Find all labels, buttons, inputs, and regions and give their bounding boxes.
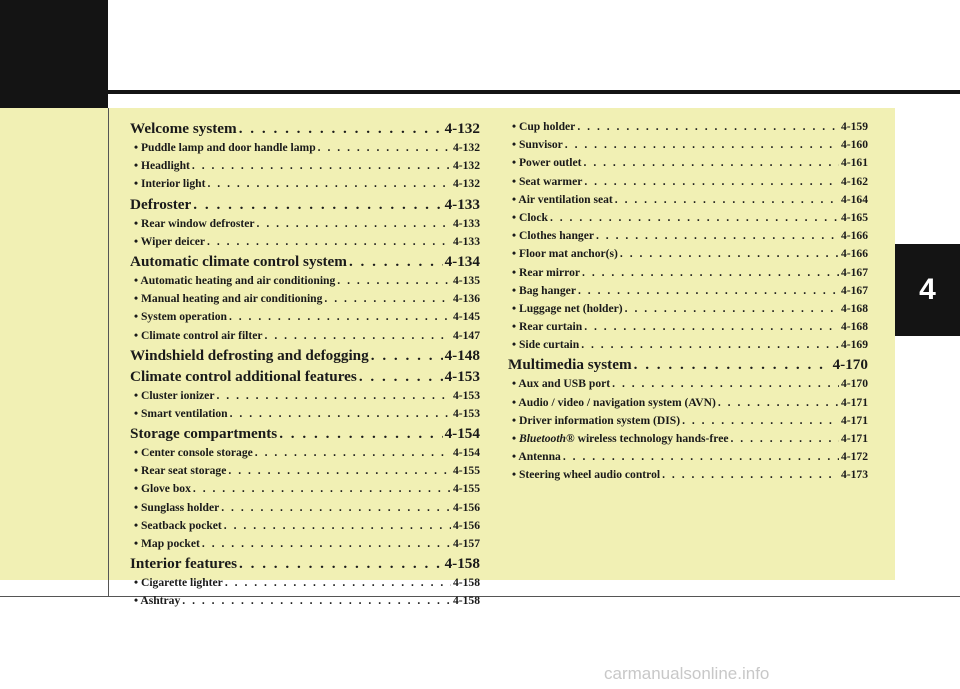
toc-subentry[interactable]: [508, 466, 868, 484]
entry-title: • Driver information system (DIS): [512, 413, 681, 427]
toc-subentry[interactable]: [130, 272, 480, 290]
entry-title: • System operation: [134, 310, 227, 324]
page-number: 4-157: [452, 537, 480, 550]
toc-subentry[interactable]: [508, 245, 868, 263]
dot-leader: [731, 430, 839, 448]
dot-leader: [577, 118, 839, 136]
page-number: 4-133: [452, 216, 480, 230]
entry-title: • Side curtain: [512, 338, 580, 352]
corner-block: [0, 0, 108, 108]
dot-leader: [225, 574, 451, 592]
entry-title: • Glove box: [134, 482, 191, 496]
page-number: 4-173: [840, 468, 868, 482]
dot-leader: [662, 466, 839, 484]
dot-leader: [578, 282, 839, 300]
dot-leader: [584, 154, 839, 172]
dot-leader: [563, 448, 839, 466]
dot-leader: [625, 300, 839, 318]
toc-subentry[interactable]: [508, 209, 868, 227]
entry-title: • Seat warmer: [512, 174, 583, 188]
dot-leader: [257, 215, 451, 233]
dot-leader: [337, 272, 451, 290]
entry-title: • Clock: [512, 210, 548, 224]
toc-subentry[interactable]: [130, 290, 480, 308]
toc-subentry[interactable]: [508, 282, 868, 300]
toc-subentry[interactable]: [130, 480, 480, 498]
entry-title: • Steering wheel audio control: [512, 468, 661, 482]
page-number: 4-158: [452, 576, 480, 590]
page-number: 4-172: [840, 450, 868, 464]
dot-leader: [615, 191, 839, 209]
dot-leader: [229, 308, 451, 326]
dot-leader: [255, 444, 451, 462]
entry-title: • Interior light: [134, 177, 206, 191]
page-number: 4-164: [840, 192, 868, 206]
page-number: 4-166: [840, 247, 868, 261]
toc-subentry[interactable]: [130, 157, 480, 175]
page-number: 4-171: [840, 395, 868, 409]
watermark: carmanualsonline.info: [604, 664, 770, 683]
page-number: 4-170: [840, 377, 868, 391]
chapter-tab[interactable]: 4: [895, 244, 960, 336]
page-number: 4-166: [840, 229, 868, 243]
dot-leader: [239, 553, 443, 574]
entry-title: • Cigarette lighter: [134, 576, 223, 590]
toc-section-entry[interactable]: [130, 345, 480, 366]
entry-title: Windshield defrosting and defogging: [130, 346, 369, 364]
dot-leader: [224, 517, 451, 535]
dot-leader: [584, 173, 839, 191]
toc-right-column: [508, 118, 868, 485]
toc-subentry[interactable]: [130, 175, 480, 193]
dot-leader: [718, 394, 839, 412]
toc-subentry[interactable]: [130, 574, 480, 592]
toc-subentry[interactable]: [508, 448, 868, 466]
page-number: 4-167: [840, 283, 868, 297]
entry-title: Defroster: [130, 195, 192, 213]
entry-title: Climate control additional features: [130, 367, 357, 385]
entry-title: • Antenna: [512, 450, 561, 464]
toc-subentry[interactable]: [130, 215, 480, 233]
entry-title: • Cup holder: [512, 120, 576, 133]
page-number: 4-133: [452, 234, 480, 248]
page-number: 4-148: [444, 346, 480, 364]
toc-section-entry[interactable]: [130, 251, 480, 272]
dot-leader: [239, 118, 443, 139]
entry-title: • Floor mat anchor(s): [512, 247, 618, 261]
toc-subentry[interactable]: [508, 336, 868, 354]
page-number: 4-135: [452, 273, 480, 287]
entry-title: • Seatback pocket: [134, 518, 222, 532]
entry-title: Storage compartments: [130, 425, 278, 443]
dot-leader: [596, 227, 839, 245]
page-number: 4-168: [840, 301, 868, 315]
toc-subentry[interactable]: [508, 227, 868, 245]
brand-name: Bluetooth: [518, 432, 567, 445]
entry-title: Welcome system: [130, 120, 237, 137]
entry-title: • Headlight: [134, 159, 190, 173]
page-number: 4-134: [444, 252, 480, 270]
page-number: 4-158: [444, 555, 480, 573]
dot-leader: [182, 592, 451, 610]
entry-title: • Rear window defroster: [134, 216, 255, 230]
dot-leader: [612, 375, 839, 393]
page-number: 4-161: [840, 156, 868, 170]
dot-leader: [216, 387, 450, 405]
toc-section-entry[interactable]: [130, 423, 480, 444]
page-number: 4-154: [452, 446, 480, 460]
page-number: 4-162: [840, 174, 868, 188]
dot-leader: [193, 480, 451, 498]
page-number: 4-145: [452, 310, 480, 324]
dot-leader: [584, 318, 839, 336]
toc-subentry[interactable]: [130, 462, 480, 480]
page-number: 4-153: [452, 388, 480, 402]
entry-title: • Automatic heating and air conditioning: [134, 273, 336, 287]
entry-title: • Sunglass holder: [134, 500, 220, 514]
dot-leader: [202, 535, 451, 553]
entry-title: • Bag hanger: [512, 283, 576, 297]
dot-leader: [318, 139, 451, 157]
page-number: 4-147: [452, 328, 480, 342]
dot-leader: [582, 264, 839, 282]
page-number: 4-160: [840, 138, 868, 152]
page-number: 4-155: [452, 464, 480, 478]
dot-leader: [371, 345, 443, 366]
toc-subentry[interactable]: [130, 308, 480, 326]
dot-leader: [359, 366, 443, 387]
dot-leader: [279, 423, 442, 444]
page-number: 4-165: [840, 210, 868, 224]
entry-title: • Bluetooth® wireless technology hands-free: [512, 432, 729, 445]
toc-subentry[interactable]: [508, 394, 868, 412]
toc-subentry[interactable]: [130, 139, 480, 157]
margin-rule: [108, 108, 109, 596]
page-number: 4-153: [444, 367, 480, 385]
dot-leader: [221, 499, 451, 517]
toc-subentry[interactable]: [130, 405, 480, 423]
entry-title: • Luggage net (holder): [512, 301, 623, 315]
entry-title: Multimedia system: [508, 356, 632, 374]
toc-subentry[interactable]: [508, 191, 868, 209]
entry-title: • Cluster ionizer: [134, 388, 215, 402]
page-number: 4-167: [840, 265, 868, 279]
dot-leader: [207, 175, 450, 193]
toc-subentry[interactable]: [508, 264, 868, 282]
toc-section-entry[interactable]: [130, 118, 480, 139]
entry-title: • Wiper deicer: [134, 234, 206, 248]
dot-leader: [265, 327, 451, 345]
toc-subentry[interactable]: [508, 136, 868, 154]
header-rule: [108, 90, 960, 94]
toc-section-entry[interactable]: [130, 366, 480, 387]
entry-title: • Air ventilation seat: [512, 192, 613, 206]
page-number: 4-153: [452, 406, 480, 420]
dot-leader: [193, 194, 442, 215]
page-number: 4-171: [840, 432, 868, 445]
entry-title: • Smart ventilation: [134, 406, 228, 420]
dot-leader: [228, 462, 451, 480]
dot-leader: [349, 251, 443, 272]
entry-title: • Manual heating and air conditioning: [134, 292, 323, 306]
entry-title: • Sunvisor: [512, 138, 563, 152]
entry-title: • Audio / video / navigation system (AVN): [512, 395, 716, 409]
dot-leader: [550, 209, 839, 227]
toc-subentry[interactable]: [130, 387, 480, 405]
entry-title: • Rear curtain: [512, 320, 583, 334]
dot-leader: [324, 290, 451, 308]
toc-subentry[interactable]: [508, 154, 868, 172]
dot-leader: [581, 336, 839, 354]
toc-subentry[interactable]: [130, 327, 480, 345]
toc-section-entry[interactable]: [130, 194, 480, 215]
toc-subentry[interactable]: [130, 517, 480, 535]
page-number: 4-156: [452, 500, 480, 514]
toc-subentry[interactable]: [508, 173, 868, 191]
toc-subentry[interactable]: [508, 430, 868, 448]
toc-subentry[interactable]: [508, 118, 868, 136]
entry-title: • Rear seat storage: [134, 464, 227, 478]
entry-title: Interior features: [130, 555, 237, 573]
page-number: 4-170: [832, 356, 868, 374]
page-number: 4-158: [452, 594, 480, 608]
dot-leader: [207, 233, 451, 251]
entry-title: • Rear mirror: [512, 265, 581, 279]
entry-title: • Ashtray: [134, 594, 181, 608]
page-number: 4-132: [452, 159, 480, 173]
page-number: 4-154: [444, 425, 480, 443]
page-number: 4-168: [840, 320, 868, 334]
dot-leader: [682, 412, 839, 430]
entry-title: • Center console storage: [134, 446, 253, 460]
dot-leader: [620, 245, 839, 263]
dot-leader: [565, 136, 839, 154]
toc-subentry[interactable]: [508, 318, 868, 336]
page-number: 4-156: [452, 518, 480, 532]
page-number: 4-155: [452, 482, 480, 496]
toc-left-column: [130, 118, 480, 611]
entry-title: • Clothes hanger: [512, 229, 594, 243]
toc-section-entry[interactable]: [130, 553, 480, 574]
toc-subentry[interactable]: [130, 535, 480, 553]
toc-subentry[interactable]: [508, 412, 868, 430]
page-number: 4-171: [840, 413, 868, 427]
page-number: 4-132: [444, 120, 480, 137]
toc-subentry[interactable]: [130, 444, 480, 462]
dot-leader: [230, 405, 451, 423]
entry-title: • Aux and USB port: [512, 377, 611, 391]
page-number: 4-159: [840, 120, 868, 133]
entry-title: Automatic climate control system: [130, 252, 347, 270]
page-number: 4-132: [452, 141, 480, 154]
dot-leader: [634, 354, 831, 375]
page-number: 4-133: [444, 195, 480, 213]
page-number: 4-136: [452, 292, 480, 306]
toc-subentry[interactable]: [130, 233, 480, 251]
toc-subentry[interactable]: [508, 300, 868, 318]
dot-leader: [192, 157, 451, 175]
entry-title: • Climate control air filter: [134, 328, 263, 342]
entry-title: • Power outlet: [512, 156, 582, 170]
toc-section-entry[interactable]: [508, 354, 868, 375]
toc-subentry[interactable]: [130, 592, 480, 610]
page-number: 4-169: [840, 338, 868, 352]
toc-subentry[interactable]: [130, 499, 480, 517]
entry-title: • Map pocket: [134, 537, 200, 550]
page-number: 4-132: [452, 177, 480, 191]
toc-subentry[interactable]: [508, 375, 868, 393]
entry-title: • Puddle lamp and door handle lamp: [134, 141, 316, 154]
